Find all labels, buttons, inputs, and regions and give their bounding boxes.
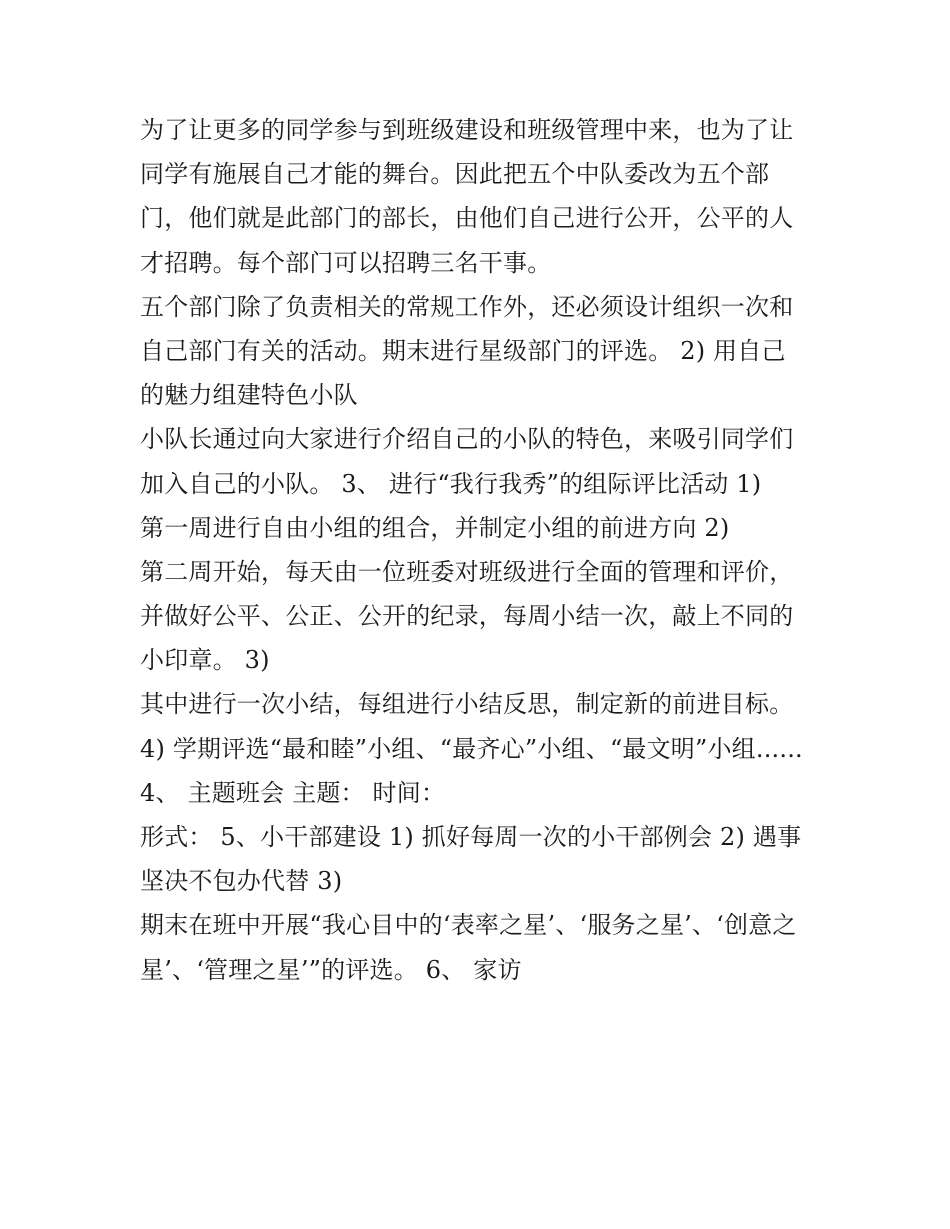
text-line: 其中进行一次小结，每组进行小结反思，制定新的前进目标。 — [140, 690, 794, 719]
text-line: 为了让更多的同学参与到班级建设和班级管理中来，也为了让 — [140, 116, 794, 144]
text-line: 4、 主题班会 主题： 时间： — [140, 778, 446, 807]
text-line: 门，他们就是此部门的部长，由他们自己进行公开，公平的人 — [140, 204, 794, 233]
text-line: 的魅力组建特色小队 — [140, 381, 358, 410]
text-line: 小队长通过向大家进行介绍自己的小队的特色，来吸引同学们 — [140, 425, 794, 454]
text-line: 期末在班中开展“我心目中的‘表率之星’、‘服务之星’、‘创意之 — [140, 911, 797, 940]
text-line: 星’、‘管理之星’”的评选。 6、 家访 — [140, 955, 522, 984]
body-text — [140, 108, 820, 992]
text-line: 小印章。 3) — [140, 646, 270, 675]
text-line: 第二周开始，每天由一位班委对班级进行全面的管理和评价， — [140, 557, 794, 586]
text-line: 五个部门除了负责相关的常规工作外，还必须设计组织一次和 — [140, 292, 794, 321]
text-line: 第一周进行自由小组的组合，并制定小组的前进方向 2) — [140, 513, 730, 542]
text-line: 并做好公平、公正、公开的纪录，每周小结一次，敲上不同的 — [140, 602, 794, 631]
text-line: 4) 学期评选“最和睦”小组、“最齐心”小组、“最文明”小组...... — [140, 734, 803, 763]
text-line: 坚决不包办代替 3) — [140, 867, 343, 896]
text-line: 形式： 5、小干部建设 1) 抓好每周一次的小干部例会 2) 遇事 — [140, 823, 802, 851]
text-line: 同学有施展自己才能的舞台。因此把五个中队委改为五个部 — [140, 160, 770, 189]
text-line: 加入自己的小队。 3、 进行“我行我秀”的组际评比活动 1) — [140, 469, 762, 498]
text-line: 才招聘。每个部门可以招聘三名干事。 — [140, 248, 552, 277]
text-line: 自己部门有关的活动。期末进行星级部门的评选。 2) 用自己 — [140, 336, 786, 365]
